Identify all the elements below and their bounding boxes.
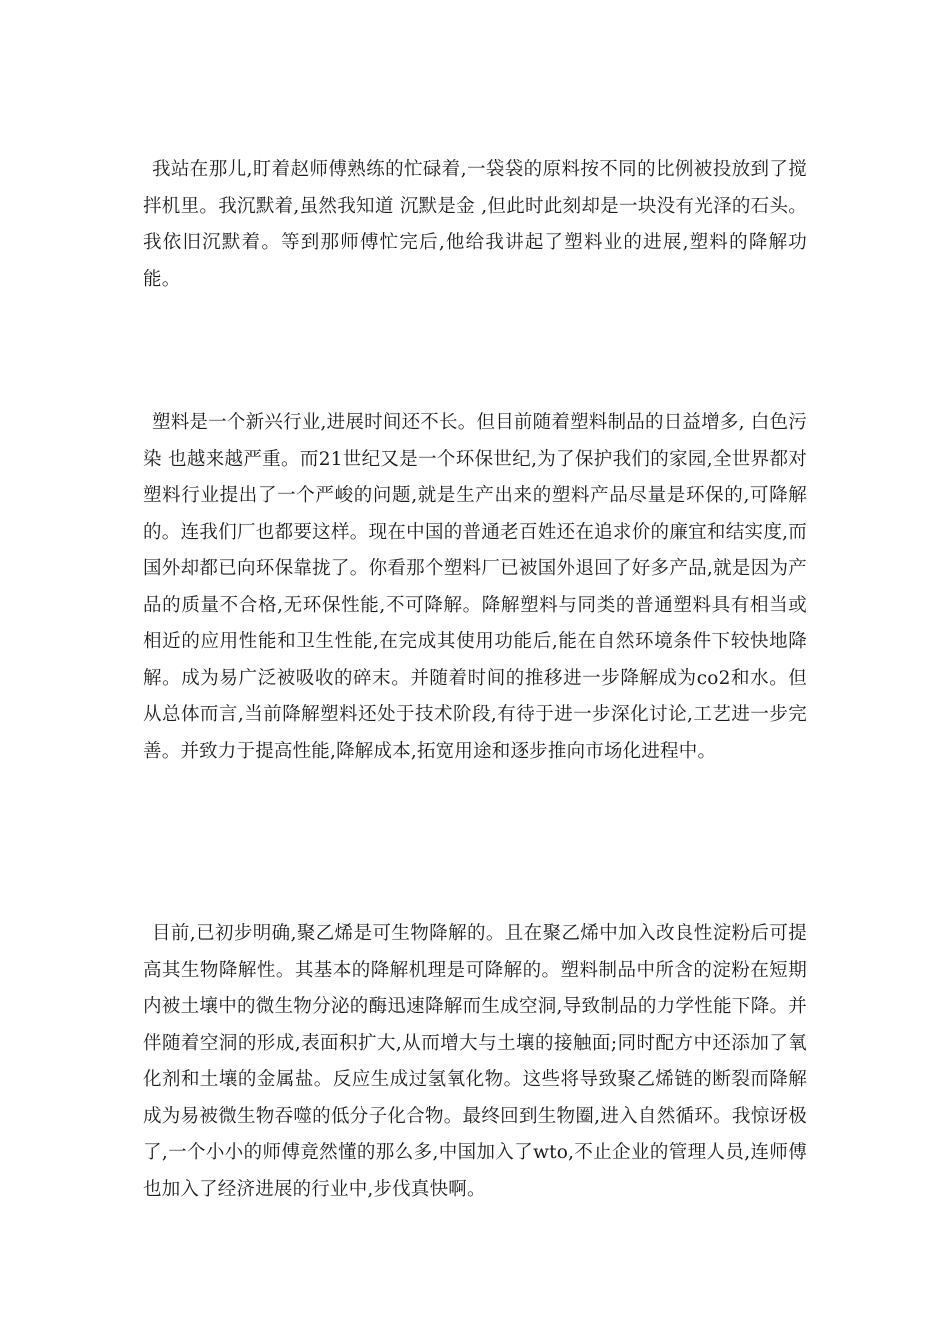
paragraph-1: 我站在那儿,盯着赵师傅熟练的忙碌着,一袋袋的原料按不同的比例被投放到了搅拌机里。我沉默着,虽然我知道 沉默是金 ,但此时此刻却是一块没有光泽的石头。我依旧沉默着。等到那师傅忙完后,他给我讲起了塑料业的进展,塑料的降解功能。 (143, 159, 807, 290)
paragraph-3: 目前,已初步明确,聚乙烯是可生物降解的。且在聚乙烯中加入改良性淀粉后可提高其生物降解性。其基本的降解机理是可降解的。塑料制品中所含的淀粉在短期内被土壤中的微生物分泌的酶迅速降解而生成空洞,导致制品的力学性能下降。并伴随着空洞的形成,表面积扩大,从而增大与土壤的接触面;同时配方中还添加了氧化剂和土壤的金属盐。反应生成过氢氧化物。这些将导致聚乙烯链的断裂而降解成为易被微生物吞噬的低分子化合物。最终回到生物圈,进入自然循环。我惊讶极了,一个小小的师傅竟然懂的那么多,中国加入了wto,不止企业的管理人员,连师傅也加入了经济进展的行业中,步伐真快啊。 (143, 923, 807, 1200)
paragraph-2: 塑料是一个新兴行业,进展时间还不长。但目前随着塑料制品的日益增多, 白色污染 也越来越严重。而21世纪又是一个环保世纪,为了保护我们的家园,全世界都对塑料行业提出了一个严峻的问题,就是生产出来的塑料产品尽量是环保的,可降解的。连我们厂也都要这样。现在中国的普通老百姓还在追求价的廉宜和结实度,而国外却都已向环保靠拢了。你看那个塑料厂已被国外退回了好多产品,就是因为产品的质量不合格,无环保性能,不可降解。降解塑料与同类的普通塑料具有相当或相近的应用性能和卫生性能,在完成其使用功能后,能在自然环境条件下较快地降解。成为易广泛被吸收的碎末。并随着时间的推移进一步降解成为co2和水。但从总体而言,当前降解塑料还处于技术阶段,有待于进一步深化讨论,工艺进一步完善。并致力于提高性能,降解成本,拓宽用途和逐步推向市场化进程中。 (143, 412, 807, 762)
